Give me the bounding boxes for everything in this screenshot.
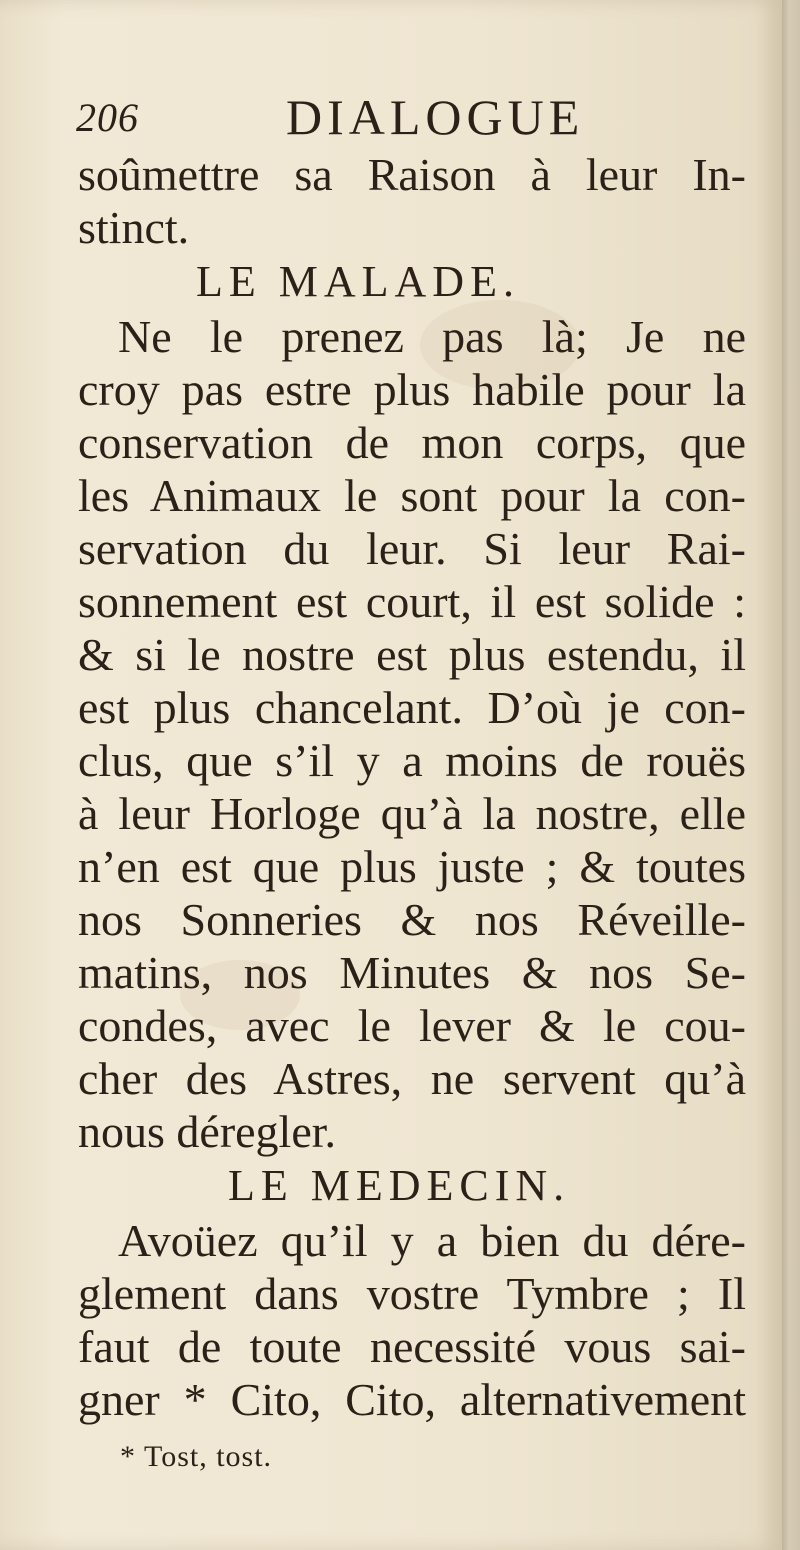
text-line: les Animaux le sont pour la con-	[78, 470, 746, 521]
text-line: & si le nostre est plus estendu, il	[78, 629, 746, 680]
text-line: glement dans vostre Tymbre ; Il	[78, 1268, 746, 1319]
text-line: n’en est que plus juste ; & toutes	[78, 841, 746, 892]
text-line: conservation de mon corps, que	[78, 417, 746, 468]
text-line: gner * Cito, Cito, alternativement	[78, 1374, 746, 1425]
text-line: faut de toute necessité vous sai-	[78, 1321, 746, 1372]
page-edge	[782, 0, 800, 1550]
text-line: cher des Astres, ne servent qu’à	[78, 1053, 746, 1104]
text-line: nous déregler.	[78, 1106, 337, 1157]
text-line: clus, que s’il y a moins de rouës	[78, 735, 746, 786]
text-line: sonnement est court, il est solide :	[78, 576, 746, 627]
text-line: condes, avec le lever & le cou-	[78, 1000, 746, 1051]
speaker-heading-medecin: LE MEDECIN.	[228, 1161, 571, 1210]
text-line: stinct.	[78, 202, 190, 253]
text-line: est plus chancelant. D’où je con-	[78, 682, 746, 733]
text-line: servation du leur. Si leur Rai-	[78, 523, 746, 574]
text-line: Avoüez qu’il y a bien du dére-	[118, 1215, 746, 1266]
page-number: 206	[76, 95, 139, 140]
body-text	[78, 148, 746, 1426]
text-line: soûmettre sa Raison à leur In-	[78, 149, 746, 200]
text-line: croy pas estre plus habile pour la	[78, 364, 746, 415]
running-head: DIALOGUE	[286, 89, 585, 145]
footnote: * Tost, tost.	[120, 1440, 273, 1473]
speaker-heading-malade: LE MALADE.	[196, 257, 520, 306]
page-header	[76, 88, 716, 148]
text-line: nos Sonneries & nos Réveille-	[78, 894, 746, 945]
text-line: à leur Horloge qu’à la nostre, elle	[78, 788, 746, 839]
text-line: matins, nos Minutes & nos Se-	[78, 947, 746, 998]
text-line: Ne le prenez pas là; Je ne	[118, 311, 746, 362]
